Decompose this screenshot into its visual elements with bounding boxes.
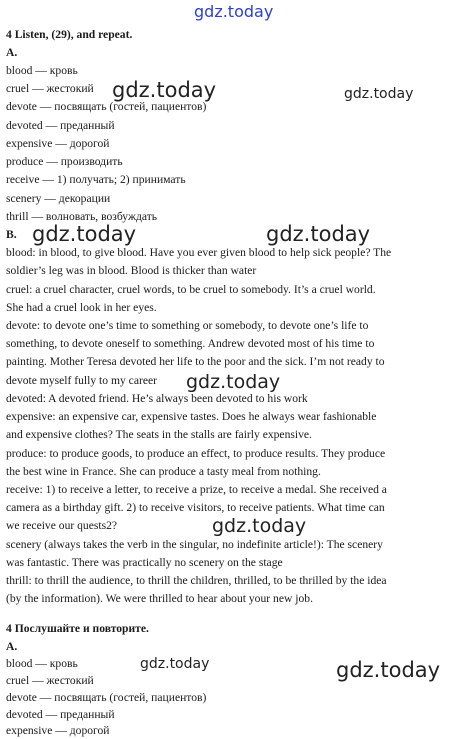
subsection-label: B. [6, 228, 17, 241]
text-line: and expensive clothes? The seats in the stalls are fairly expensive. [6, 428, 312, 441]
watermark: gdz.today [266, 222, 371, 246]
text-line: was fantastic. There was practically no scenery on the stage [6, 556, 283, 569]
vocab-item: devote — посвящать (гостей, пациентов) [6, 691, 207, 704]
text-line: produce: to produce goods, to produce an effect, to produce results. They produce [6, 447, 386, 460]
watermark: gdz.today [140, 656, 210, 672]
text-line: devoted: A devoted friend. He’s always been devoted to his work [6, 392, 308, 405]
text-line: blood: in blood, to give blood. Have you ever given blood to help sick people? The [6, 246, 392, 259]
watermark: gdz.today [344, 86, 414, 102]
watermark: gdz.today [112, 78, 217, 102]
text-line: scenery (always takes the verb in the singular, no indefinite article!): The scenery [6, 538, 383, 551]
text-line: She had a cruel look in her eyes. [6, 301, 157, 314]
watermark: gdz.today [32, 222, 137, 246]
exercise-heading: 4 Послушайте и повторите. [6, 622, 149, 635]
subsection-label: А. [6, 640, 18, 653]
text-line: receive: 1) to receive a letter, to receive a prize, to receive a medal. She received a [6, 483, 387, 496]
vocab-item: devoted — преданный [6, 119, 115, 132]
vocab-item: expensive — дорогой [6, 137, 110, 150]
text-line: (by the information). We were thrilled to hear about your new job. [6, 592, 313, 605]
vocab-item: cruel — жестокий [6, 674, 94, 687]
vocab-item: cruel — жестокий [6, 82, 94, 95]
text-line: cruel: a cruel character, cruel words, to be cruel to somebody. It’s a cruel world. [6, 283, 376, 296]
subsection-label: A. [6, 46, 18, 59]
text-line: something, to devote oneself to something. Andrew devoted most of his time to [6, 337, 375, 350]
text-line: expensive: an expensive car, expensive tastes. Does he always wear fashionable [6, 410, 377, 423]
text-line: we receive our quests2? [6, 519, 118, 532]
text-line: soldier’s leg was in blood. Blood is thicker than water [6, 264, 257, 277]
text-line: camera as a birthday gift. 2) to receive visitors, to receive patients. What time can [6, 501, 385, 514]
text-line: painting. Mother Teresa devoted her life to the poor and the sick. I’m not ready to [6, 355, 385, 368]
watermark-top: gdz.today [194, 2, 274, 21]
text-line: thrill: to thrill the audience, to thrill the children, thrilled, to be thrilled by the idea [6, 574, 387, 587]
watermark: gdz.today [186, 371, 281, 393]
watermark: gdz.today [336, 658, 441, 682]
vocab-item: devoted — преданный [6, 708, 115, 721]
watermark: gdz.today [212, 515, 307, 537]
exercise-heading: 4 Listen, (29), and repeat. [6, 28, 133, 41]
vocab-item: blood — кровь [6, 64, 78, 77]
text-line: the best wine in France. She can produce a tasty meal from nothing. [6, 465, 321, 478]
vocab-item: receive — 1) получать; 2) принимать [6, 173, 186, 186]
vocab-item: blood — кровь [6, 657, 78, 670]
text-line: devote: to devote one’s time to something or somebody, to devote one’s life to [6, 319, 369, 332]
vocab-item: thrill — волновать, возбуждать [6, 210, 158, 223]
vocab-item: scenery — декорации [6, 192, 111, 205]
vocab-item: produce — производить [6, 155, 123, 168]
text-line: devote myself fully to my career [6, 374, 157, 387]
vocab-item: expensive — дорогой [6, 724, 110, 737]
vocab-item: devote — посвящать (гостей, пациентов) [6, 100, 207, 113]
